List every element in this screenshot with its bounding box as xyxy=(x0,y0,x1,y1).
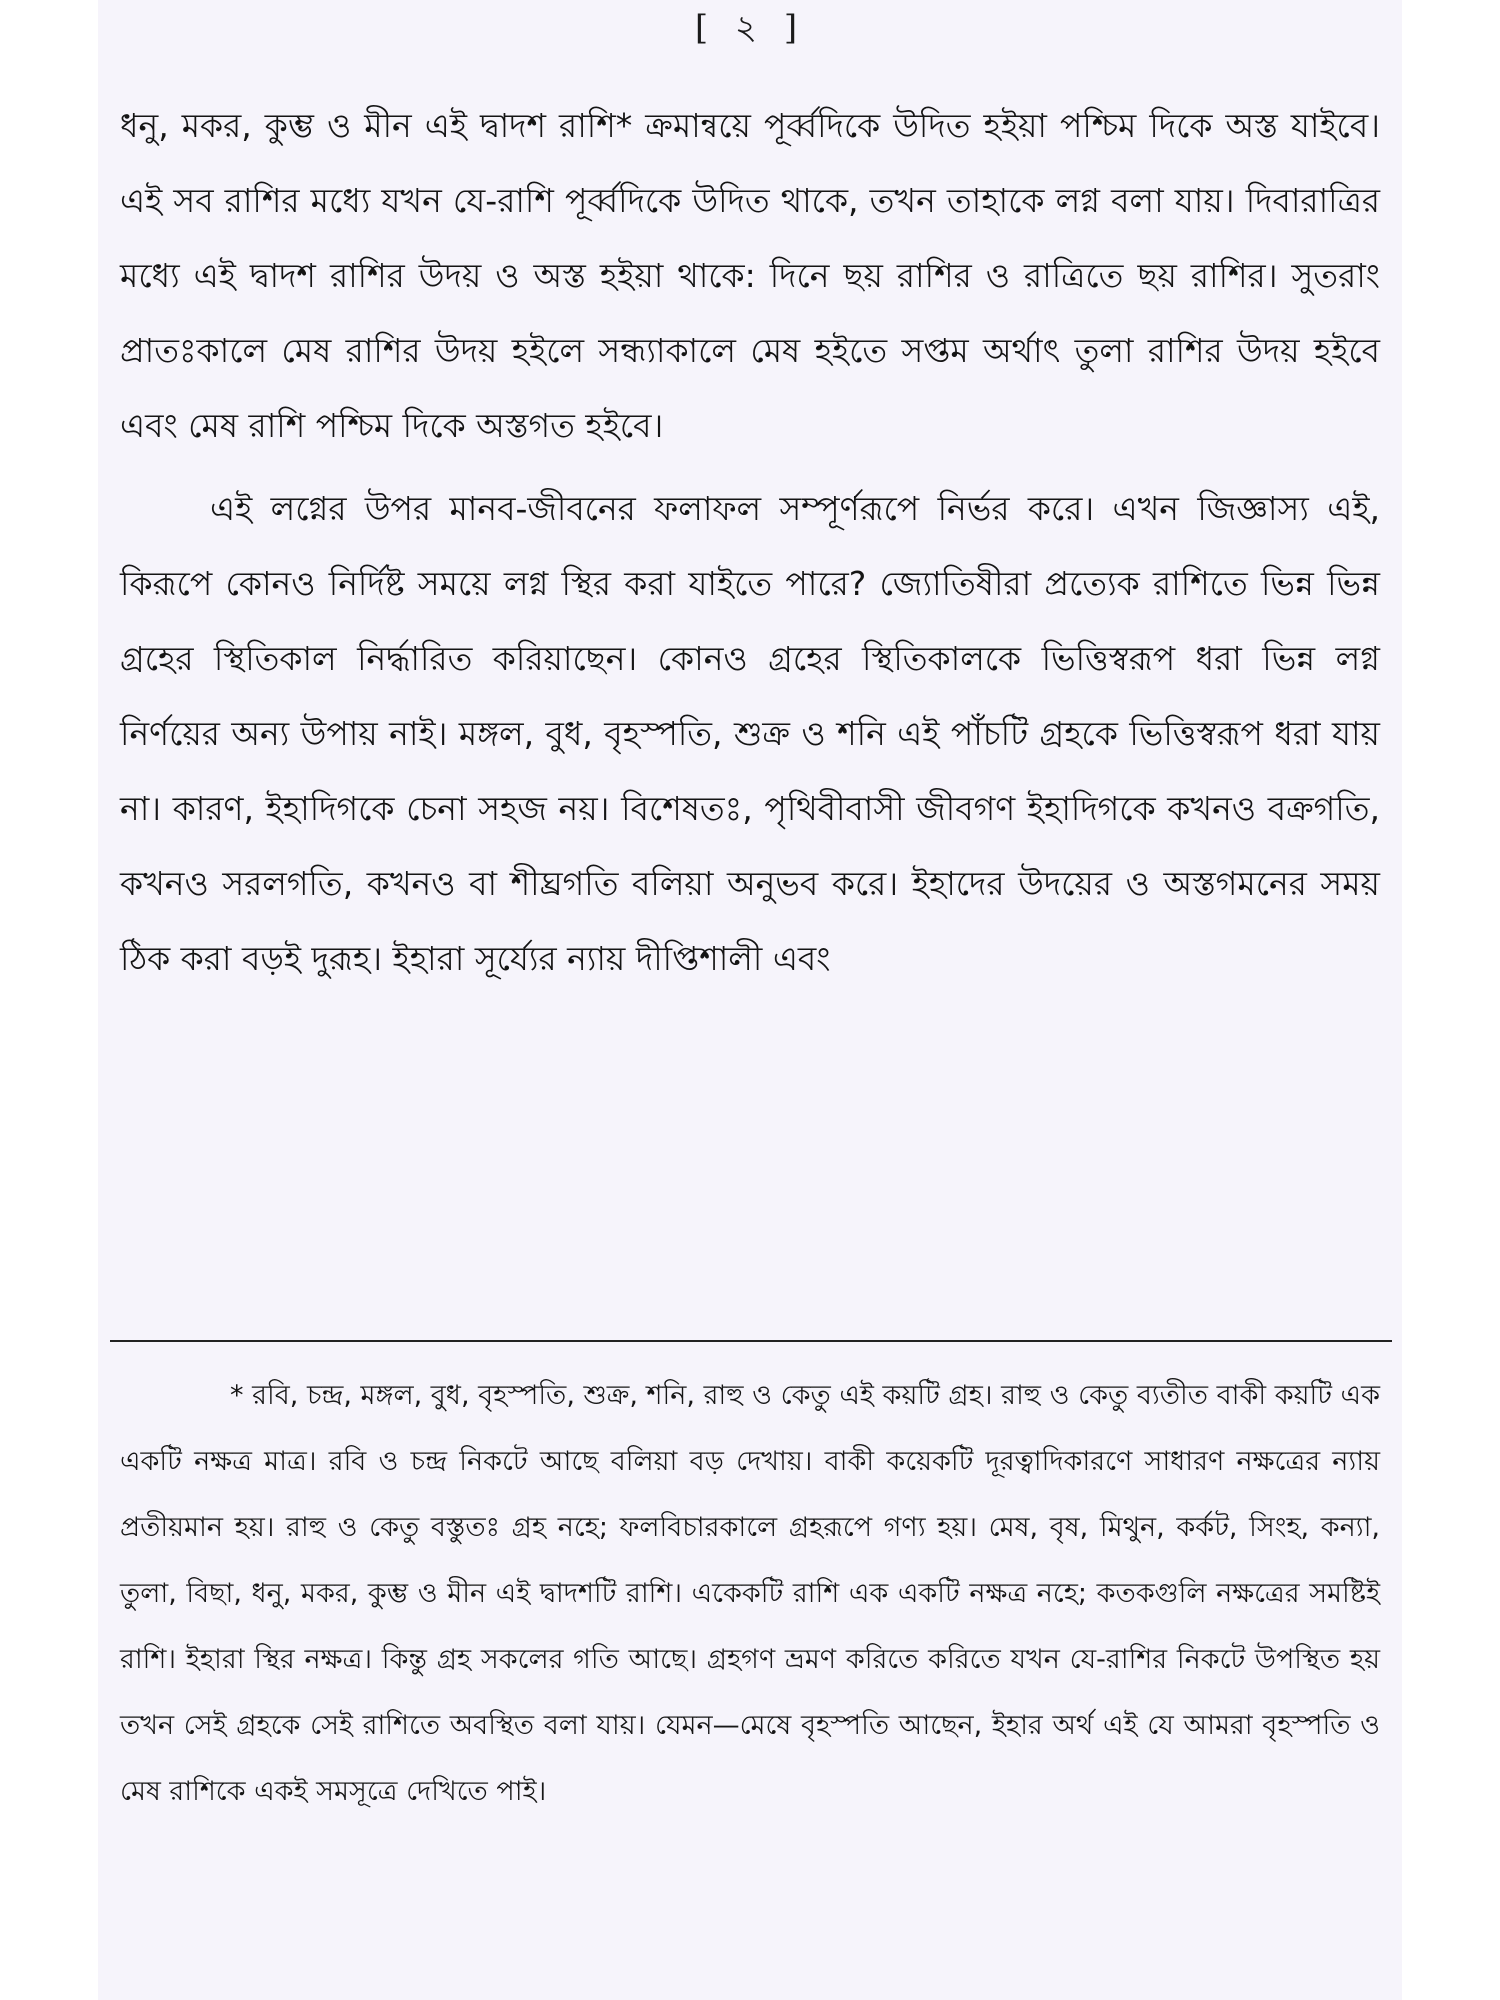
main-text xyxy=(120,88,1380,996)
footnote-paragraph: * রবি, চন্দ্র, মঙ্গল, বুধ, বৃহস্পতি, শুক্র, শনি, রাহু ও কেতু এই কয়টি গ্রহ। রাহু ও কেতু ব্যতীত বাকী কয়টি এক একটি নক্ষত্র মাত্র। রবি ও চন্দ্র নিকটে আছে বলিয়া বড় দেখায়। বাকী কয়েকটি দূরত্বাদিকারণে সাধারণ নক্ষত্রের ন্যায় প্রতীয়মান হয়। রাহু ও কেতু বস্তুতঃ গ্রহ নহে; ফলবিচারকালে গ্রহরূপে গণ্য হয়। মেষ, বৃষ, মিথুন, কর্কট, সিংহ, কন্যা, তুলা, বিছা, ধনু, মকর, কুম্ভ ও মীন এই দ্বাদশটি রাশি। একেকটি রাশি এক একটি নক্ষত্র নহে; কতকগুলি নক্ষত্রের সমষ্টিই রাশি। ইহারা স্থির নক্ষত্র। কিন্তু গ্রহ সকলের গতি আছে। গ্রহগণ ভ্রমণ করিতে করিতে যখন যে-রাশির নিকটে উপস্থিত হয় তখন সেই গ্রহকে সেই রাশিতে অবস্থিত বলা যায়। যেমন—মেষে বৃহস্পতি আছেন, ইহার অর্থ এই যে আমরা বৃহস্পতি ও মেষ রাশিকে একই সমসূত্রে দেখিতে পাই। xyxy=(120,1380,1380,1807)
paragraph-2: এই লগ্নের উপর মানব-জীবনের ফলাফল সম্পূর্ণরূপে নির্ভর করে। এখন জিজ্ঞাস্য এই, কিরূপে কোনও নির্দিষ্ট সময়ে লগ্ন স্থির করা যাইতে পারে? জ্যোতিষীরা প্রত্যেক রাশিতে ভিন্ন ভিন্ন গ্রহের স্থিতিকাল নির্দ্ধারিত করিয়াছেন। কোনও গ্রহের স্থিতিকালকে ভিত্তিস্বরূপ ধরা ভিন্ন লগ্ন নির্ণয়ের অন্য উপায় নাই। মঙ্গল, বুধ, বৃহস্পতি, শুক্র ও শনি এই পাঁচটি গ্রহকে ভিত্তিস্বরূপ ধরা যায় না। কারণ, ইহাদিগকে চেনা সহজ নয়। বিশেষতঃ, পৃথিবীবাসী জীবগণ ইহাদিগকে কখনও বক্রগতি, কখনও সরলগতি, কখনও বা শীঘ্রগতি বলিয়া অনুভব করে। ইহাদের উদয়ের ও অস্তগমনের সময় ঠিক করা বড়ই দুরূহ। ইহারা সূর্য্যের ন্যায় দীপ্তিশালী এবং xyxy=(120,489,1380,978)
paragraph-1: ধনু, মকর, কুম্ভ ও মীন এই দ্বাদশ রাশি* ক্রমান্বয়ে পূর্ব্বদিকে উদিত হইয়া পশ্চিম দিকে অস্ত যাইবে। এই সব রাশির মধ্যে যখন যে-রাশি পূর্ব্বদিকে উদিত থাকে, তখন তাহাকে লগ্ন বলা যায়। দিবারাত্রির মধ্যে এই দ্বাদশ রাশির উদয় ও অস্ত হইয়া থাকে: দিনে ছয় রাশির ও রাত্রিতে ছয় রাশির। সুতরাং প্রাতঃকালে মেষ রাশির উদয় হইলে সন্ধ্যাকালে মেষ হইতে সপ্তম অর্থাৎ তুলা রাশির উদয় হইবে এবং মেষ রাশি পশ্চিম দিকে অস্তগত হইবে। xyxy=(120,106,1380,445)
book-page xyxy=(98,0,1402,2000)
footnote-divider xyxy=(110,1340,1392,1342)
footnote xyxy=(120,1363,1380,1825)
page-number: [ ২ ] xyxy=(694,8,806,48)
